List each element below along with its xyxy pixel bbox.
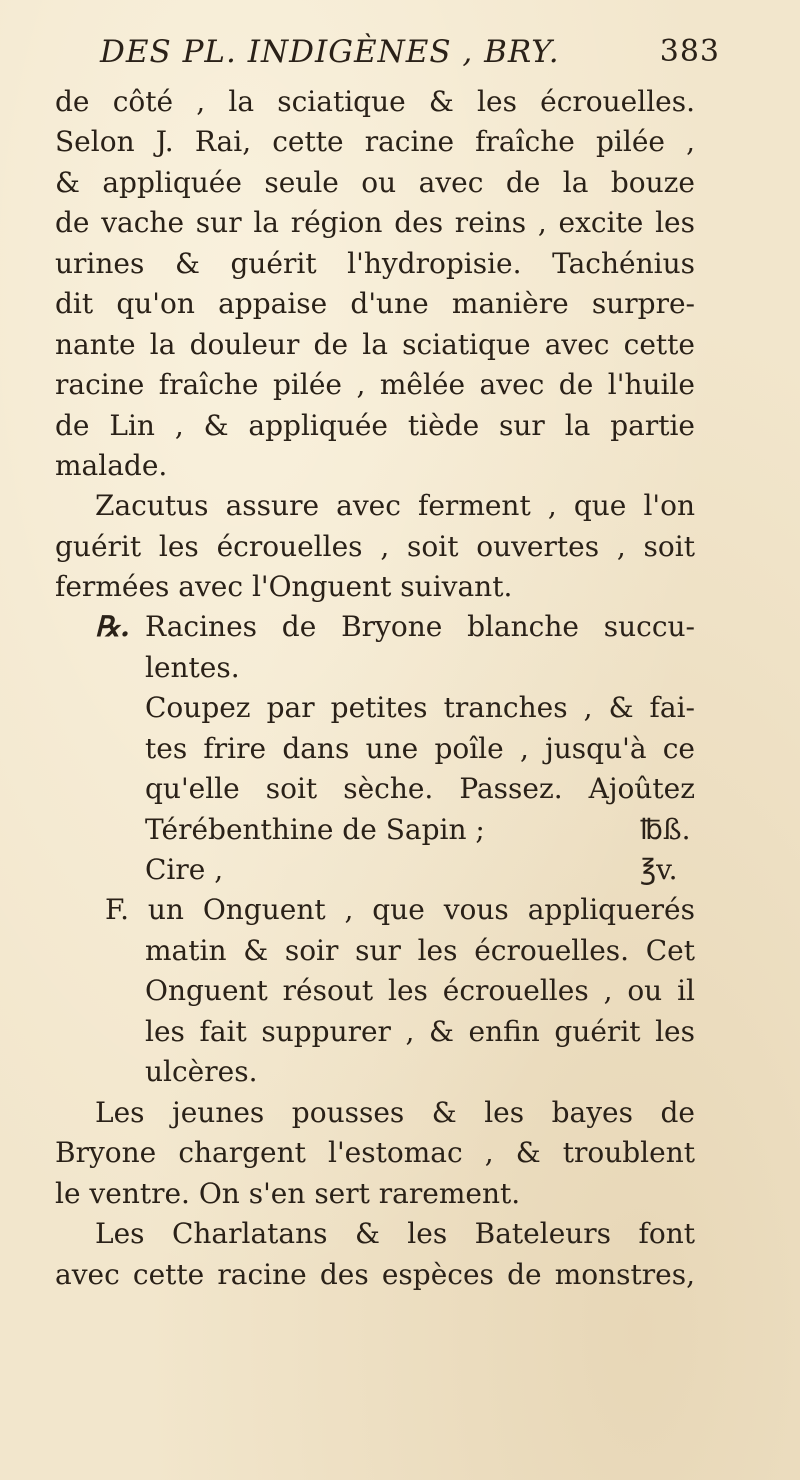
text-line: Les jeunes pousses & les bayes de — [95, 1096, 695, 1129]
text-line: urines & guérit l'hydropisie. Tachénius — [55, 247, 695, 280]
text-line: Coupez par petites tranches , & fai- — [145, 691, 695, 724]
text-line: fermées avec l'Onguent suivant. — [55, 570, 513, 603]
text-line: le ventre. On s'en sert rarement. — [55, 1177, 521, 1210]
text-line: de Lin , & appliquée tiède sur la partie — [55, 409, 695, 442]
text-line: de vache sur la région des reins , excite les — [55, 206, 695, 239]
running-title: DES PL. INDIGÈNES , BRY. — [100, 34, 560, 70]
text-line: matin & soir sur les écrouelles. Cet — [145, 934, 695, 967]
recipe-symbol: ℞. — [95, 610, 130, 643]
text-line: dit qu'on appaise d'une manière surpre- — [55, 287, 695, 320]
text-line: & appliquée seule ou avec de la bouze — [55, 166, 695, 199]
text-line: guérit les écrouelles , soit ouvertes , soit — [55, 530, 695, 563]
text-line: Cire , — [145, 853, 224, 886]
text-line: F. un Onguent , que vous appliquerés — [105, 893, 695, 926]
text-line: Racines de Bryone blanche succu- — [145, 610, 695, 643]
text-line: les fait suppurer , & enfin guérit les — [145, 1015, 695, 1048]
text-line: malade. — [55, 449, 168, 482]
text-line: Selon J. Rai, cette racine fraîche pilée , — [55, 125, 695, 158]
text-line: ulcères. — [145, 1055, 258, 1088]
text-line: Bryone chargent l'estomac , & troublent — [55, 1136, 695, 1169]
text-line: avec cette racine des espèces de monstres, — [55, 1258, 695, 1291]
text-line: qu'elle soit sèche. Passez. Ajoûtez — [145, 772, 695, 805]
text-line: Les Charlatans & les Bateleurs font — [95, 1217, 695, 1250]
text-line: nante la douleur de la sciatique avec cette — [55, 328, 695, 361]
text-line: tes frire dans une poîle , jusqu'à ce — [145, 732, 695, 765]
text-line: Zacutus assure avec ferment , que l'on — [95, 489, 695, 522]
quantity: ℥v. — [640, 853, 678, 886]
text-line: Térébenthine de Sapin ; — [145, 813, 485, 846]
quantity: ℔ß. — [640, 813, 691, 846]
text-line: racine fraîche pilée , mêlée avec de l'huile — [55, 368, 695, 401]
text-line: de côté , la sciatique & les écrouelles. — [55, 85, 695, 118]
text-line: lentes. — [145, 651, 240, 684]
running-header — [100, 30, 720, 74]
page-number: 383 — [659, 34, 720, 69]
text-line: Onguent résout les écrouelles , ou il — [145, 974, 695, 1007]
